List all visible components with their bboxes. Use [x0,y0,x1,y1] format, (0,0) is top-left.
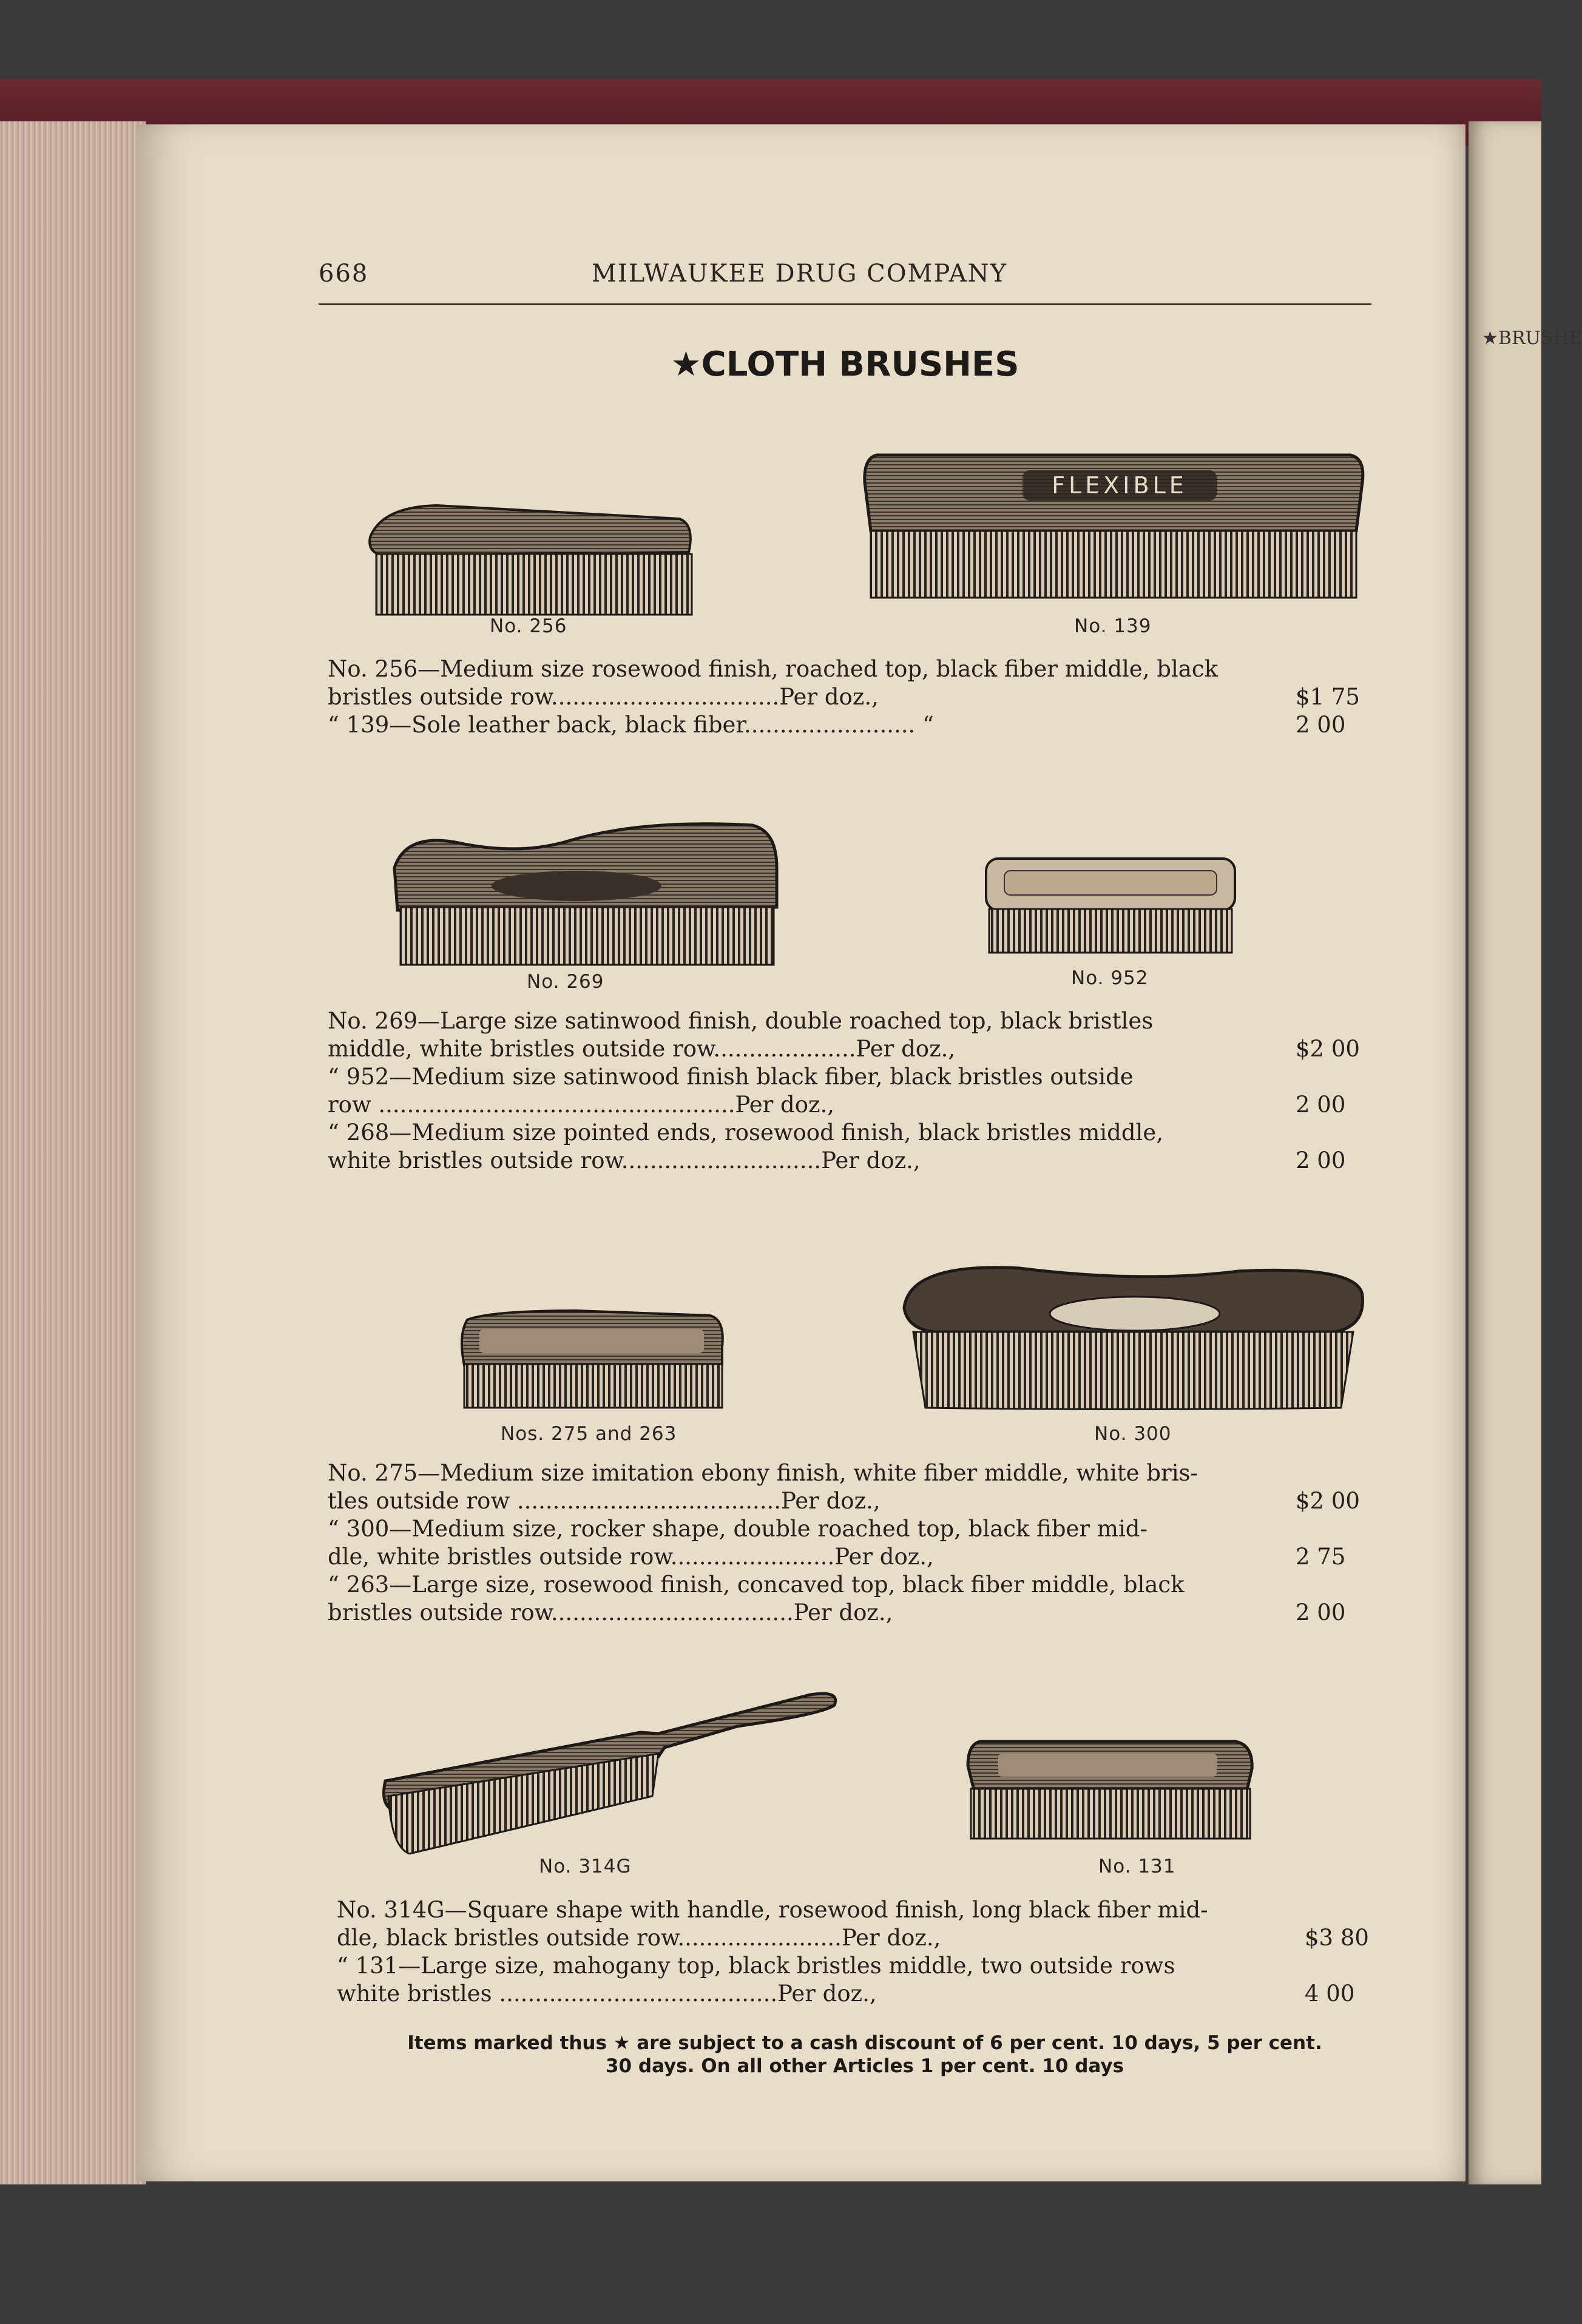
brush-275-263-label: Nos. 275 and 263 [501,1423,677,1445]
description-line: “ 139—Sole leather back, black fiber........................ “ 2 00 [328,712,1346,738]
description-line: row ..................................................Per doz., 2 00 [328,1092,1346,1118]
next-page-edge [1469,121,1582,2184]
description-line: No. 275—Medium size imitation ebony finish, white fiber middle, white bris- [328,1460,1198,1486]
company-name: MILWAUKEE DRUG COMPANY [592,260,1008,288]
brush-131-illustration [962,1732,1256,1842]
description-line: middle, white bristles outside row....................Per doz., $2 00 [328,1036,1360,1062]
brush-300-illustration [898,1259,1368,1411]
description-line: “ 263—Large size, rosewood finish, concaved top, black fiber middle, black [328,1572,1185,1598]
description-line: “ 268—Medium size pointed ends, rosewood finish, black bristles middle, [328,1120,1164,1146]
description-line: No. 314G—Square shape with handle, rosewood finish, long black fiber mid- [337,1897,1208,1923]
flexible-mark: FLEXIBLE [1052,472,1188,499]
description-line: tles outside row .....................................Per doz., $2 00 [328,1488,1360,1514]
next-page-heading: ★BRUSHE [1482,328,1582,349]
brush-314g-illustration [373,1690,843,1857]
page-edges [0,121,146,2184]
brush-300-label: No. 300 [1094,1423,1172,1445]
discount-line-1: Items marked thus ★ are subject to a cash discount of 6 per cent. 10 days, 5 per cent. [407,2032,1322,2054]
discount-line-2: 30 days. On all other Articles 1 per cent. 10 days [605,2055,1124,2077]
description-group-3 [328,1459,1360,1627]
description-line: bristles outside row..................................Per doz., 2 00 [328,1599,1346,1626]
brush-952-label: No. 952 [1071,967,1149,989]
description-line: dle, black bristles outside row.......................Per doz., $3 80 [337,1925,1369,1951]
discount-footnote [319,2032,1411,2078]
brush-275-263-illustration [455,1305,728,1411]
description-line: “ 131—Large size, mahogany top, black bristles middle, two outside rows [337,1953,1175,1979]
description-line: No. 256—Medium size rosewood finish, roached top, black fiber middle, black [328,656,1219,682]
page-number: 668 [319,260,369,288]
description-line: dle, white bristles outside row.......................Per doz., 2 75 [328,1544,1346,1570]
description-group-2 [328,1007,1360,1175]
brush-139-illustration [859,446,1368,601]
brush-314g-label: No. 314G [539,1856,632,1877]
brush-256-label: No. 256 [490,615,567,637]
description-line: white bristles outside row............................Per doz., 2 00 [328,1147,1346,1174]
brush-131-label: No. 131 [1098,1856,1176,1877]
section-title: ★CLOTH BRUSHES [671,345,1019,384]
description-line: “ 300—Medium size, rocker shape, double roached top, black fiber mid- [328,1516,1148,1542]
description-line: No. 269—Large size satinwood finish, double roached top, black bristles [328,1008,1154,1034]
brush-139-label: No. 139 [1074,615,1152,637]
description-line: bristles outside row................................Per doz., $1 75 [328,684,1360,710]
brush-269-label: No. 269 [527,971,604,993]
description-line: “ 952—Medium size satinwood finish black fiber, black bristles outside [328,1064,1134,1090]
brush-269-illustration [388,807,783,968]
brush-256-illustration [364,501,695,619]
header-rule [319,303,1371,305]
description-group-4 [337,1896,1369,2008]
brush-952-illustration [980,856,1241,956]
description-group-1 [328,655,1360,739]
description-line: white bristles .......................................Per doz., 4 00 [337,1981,1355,2007]
